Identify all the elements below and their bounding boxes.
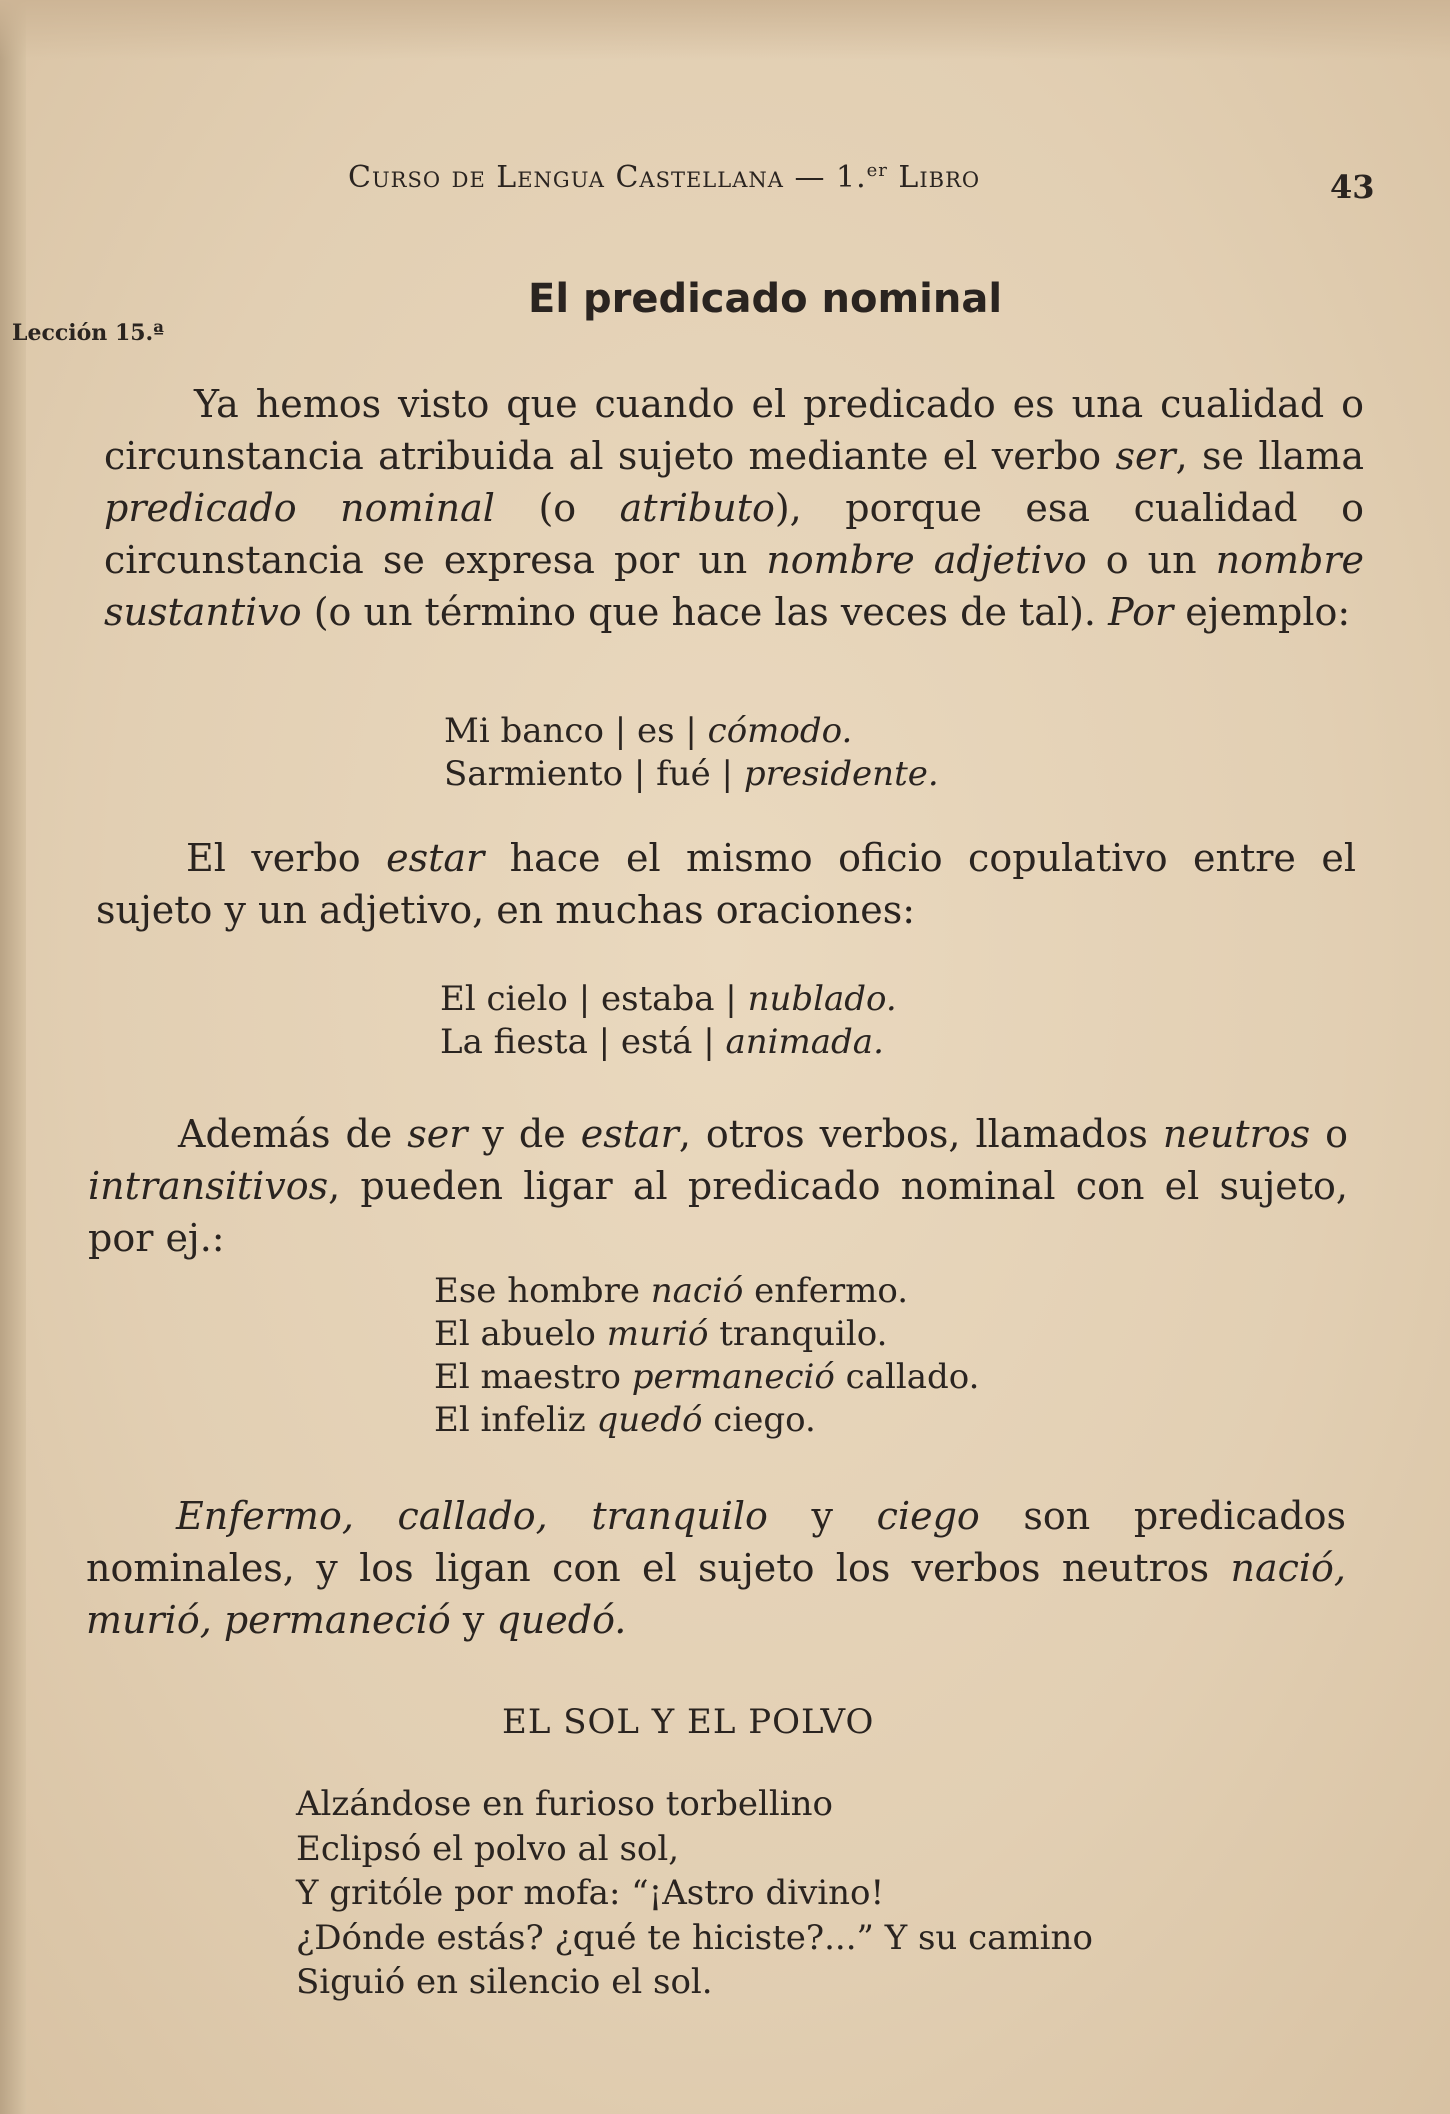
running-header: [348, 160, 980, 195]
section-title: El predicado nominal: [528, 276, 1003, 322]
example-text: La fiesta | está |: [440, 1022, 726, 1062]
p1-text: (o: [494, 486, 620, 530]
example-text: Mi banco | es |: [444, 711, 708, 751]
p3-text: , pueden ligar al predicado nominal con el sujeto, por ej.:: [88, 1164, 1348, 1260]
p4-italic: Enfermo, callado, tranquilo: [176, 1494, 768, 1538]
example-verb: quedó: [596, 1400, 703, 1440]
example-predicate: nublado.: [747, 979, 897, 1019]
volume-word: Libro: [887, 160, 981, 195]
example-predicate: animada.: [725, 1022, 884, 1062]
p4-italic: nació, murió, permaneció: [86, 1546, 1346, 1642]
example-text: tranquilo.: [708, 1314, 888, 1354]
p2-text: El verbo: [186, 836, 387, 880]
p1-text: ejemplo:: [1173, 590, 1351, 634]
example-line: [434, 1356, 979, 1399]
book-title: Curso de Lengua Castellana: [348, 160, 784, 195]
p1-text: , se llama: [1175, 434, 1364, 478]
p1-text: Ya hemos visto que cuando el predicado es una cualidad o circunstancia atribuida al sujeto mediante el verbo: [104, 382, 1364, 478]
poem-line: ¿Dónde estás? ¿qué te hiciste?...” Y su camino: [296, 1917, 1093, 1958]
example-verb: permaneció: [631, 1357, 835, 1397]
example-line: [434, 1313, 979, 1356]
example-line: [434, 1270, 979, 1313]
p1-italic: nombre adjetivo: [766, 538, 1087, 582]
examples-2: [440, 978, 897, 1064]
p1-text: o un: [1086, 538, 1216, 582]
p1-italic: nombre sustantivo: [104, 538, 1365, 634]
p4-text: y: [767, 1494, 877, 1538]
poem: [296, 1782, 1093, 2005]
p3-text: , otros verbos, llamados: [678, 1112, 1163, 1156]
example-predicate: cómodo.: [707, 711, 853, 751]
example-text: ciego.: [702, 1400, 816, 1440]
example-text: callado.: [834, 1357, 980, 1397]
p1-text: (o un término que hace las veces de tal).: [301, 590, 1109, 634]
p1-italic: Por: [1108, 590, 1174, 634]
poem-line: Eclipsó el polvo al sol,: [296, 1828, 680, 1869]
p4-italic: ciego: [876, 1494, 980, 1538]
example-text: El cielo | estaba |: [440, 979, 748, 1019]
examples-1: [444, 710, 939, 796]
page-top-shadow: [0, 0, 1450, 60]
p4-text: y: [450, 1598, 497, 1642]
ordinal-suffix: er: [866, 160, 888, 181]
examples-3: [434, 1270, 979, 1442]
p3-italic: neutros: [1162, 1112, 1311, 1156]
lesson-label: Lección 15.ª: [12, 320, 164, 346]
p3-text: o: [1310, 1112, 1348, 1156]
example-text: enfermo.: [743, 1271, 909, 1311]
page-edge: [0, 0, 26, 2114]
example-text: El maestro: [434, 1357, 632, 1397]
page-number: 43: [1330, 168, 1375, 206]
p1-text: ), porque esa cualidad o circunstancia se expresa por un: [104, 486, 1364, 582]
example-verb: nació: [650, 1271, 744, 1311]
example-text: El infeliz: [434, 1400, 597, 1440]
example-text: Ese hombre: [434, 1271, 651, 1311]
example-line: [440, 978, 897, 1021]
p3-text: y de: [467, 1112, 581, 1156]
p1-italic: ser: [1115, 434, 1176, 478]
p3-italic: ser: [407, 1112, 468, 1156]
example-predicate: presidente.: [743, 754, 939, 794]
paragraph-2: [96, 832, 1356, 936]
example-text: Sarmiento | fué |: [444, 754, 744, 794]
example-line: [444, 753, 939, 796]
p4-italic: quedó.: [496, 1598, 627, 1642]
poem-title: EL SOL Y EL POLVO: [502, 1702, 875, 1742]
p1-italic: predicado nominal: [104, 486, 495, 530]
p3-italic: estar: [580, 1112, 679, 1156]
p2-italic: estar: [386, 836, 485, 880]
paragraph-4: [86, 1490, 1346, 1646]
poem-line: Siguió en silencio el sol.: [296, 1962, 713, 2002]
p2-text: hace el mismo oficio copulativo entre el sujeto y un adjetivo, en muchas oraciones:: [96, 836, 1356, 932]
example-line: [440, 1021, 897, 1064]
p4-text: son predicados nominales, y los ligan con el sujeto los verbos neutros: [86, 1494, 1347, 1590]
paragraph-3: [88, 1108, 1348, 1264]
example-text: El abuelo: [434, 1314, 607, 1354]
poem-line: Y gritóle por mofa: “¡Astro divino!: [296, 1873, 885, 1913]
paragraph-1: [104, 378, 1364, 638]
example-line: [434, 1399, 979, 1442]
poem-line: Alzándose en furioso torbellino: [296, 1784, 834, 1824]
example-verb: murió: [606, 1314, 709, 1354]
p3-italic: intransitivos: [88, 1164, 329, 1208]
p1-italic: atributo: [619, 486, 775, 530]
example-line: [444, 710, 939, 753]
p3-text: Además de: [178, 1112, 408, 1156]
volume-number: — 1.: [794, 160, 867, 195]
